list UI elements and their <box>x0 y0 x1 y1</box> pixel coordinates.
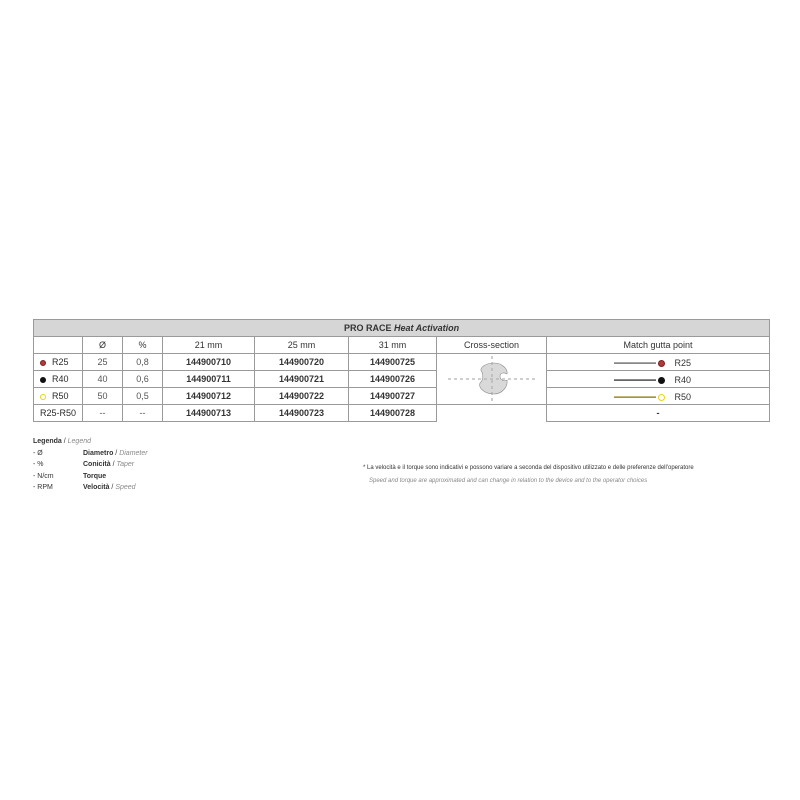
legend-key: - Ø <box>33 449 43 457</box>
diameter-cell: 40 <box>83 371 123 388</box>
gutta-cell <box>547 388 770 405</box>
gutta-label: R40 <box>674 375 692 385</box>
header-31mm: 31 mm <box>349 337 437 354</box>
legend-item: - Ø Diametro / Diameter <box>33 448 148 460</box>
legend-text-it: Conicità <box>83 461 111 469</box>
code-25mm: 144900722 <box>255 388 349 405</box>
gutta-cell <box>547 371 770 388</box>
code-25mm: 144900721 <box>255 371 349 388</box>
table-title-main: PRO RACE <box>343 323 392 333</box>
header-diameter: Ø <box>83 337 123 354</box>
size-label: R40 <box>52 374 69 384</box>
legend-item: - % Conicità / Taper <box>33 459 148 471</box>
legend-text-it: Torque <box>83 472 107 480</box>
legend-item: - RPM Velocità / Speed <box>33 482 148 494</box>
legend-text-en: Speed <box>115 484 136 492</box>
footnote <box>363 462 694 488</box>
code-25mm: 144900720 <box>255 354 349 371</box>
header-cross-section: Cross-section <box>437 337 547 354</box>
size-cell <box>34 371 83 388</box>
gutta-color-dot-icon <box>658 394 665 401</box>
code-31mm: 144900726 <box>349 371 437 388</box>
gutta-point-icon <box>614 396 656 398</box>
legend-text-it: Diametro <box>83 449 114 457</box>
legend-title: Legenda / Legend <box>33 438 91 445</box>
cross-section-empty <box>437 405 547 422</box>
table-row <box>34 388 770 405</box>
diameter-cell: 50 <box>83 388 123 405</box>
table-row <box>34 371 770 388</box>
legend-text-en: Taper <box>116 461 135 469</box>
code-21mm: 144900711 <box>163 371 255 388</box>
code-21mm: 144900712 <box>163 388 255 405</box>
code-31mm: 144900728 <box>349 405 437 422</box>
code-25mm: 144900723 <box>255 405 349 422</box>
size-cell <box>34 354 83 371</box>
size-cell <box>34 405 83 422</box>
legend-text-en: Diameter <box>119 449 148 457</box>
gutta-label: R50 <box>674 392 692 402</box>
gutta-color-dot-icon <box>658 377 665 384</box>
gutta-point-icon <box>614 362 656 364</box>
size-color-dot-icon <box>40 360 46 366</box>
code-31mm: 144900725 <box>349 354 437 371</box>
header-taper: % <box>123 337 163 354</box>
product-spec-table <box>33 319 770 422</box>
size-color-dot-icon <box>40 377 46 383</box>
size-label: R50 <box>52 391 69 401</box>
cross-section-icon <box>442 354 542 404</box>
footnote-it: * La velocità e il torque sono indicativi e possono variare a seconda del dispositivo utilizzato e delle preferenze dell'operatore <box>363 465 694 471</box>
legend-title-en: Legend <box>67 438 91 445</box>
gutta-point-icon <box>614 379 656 381</box>
size-label: R25-R50 <box>39 408 77 418</box>
header-25mm: 25 mm <box>255 337 349 354</box>
legend-key: - RPM <box>33 484 53 492</box>
size-color-dot-icon <box>40 394 46 400</box>
header-21mm: 21 mm <box>163 337 255 354</box>
taper-cell: -- <box>123 405 163 422</box>
legend-key: - % <box>33 461 44 469</box>
code-31mm: 144900727 <box>349 388 437 405</box>
table-row <box>34 405 770 422</box>
taper-cell: 0,8 <box>123 354 163 371</box>
gutta-color-dot-icon <box>658 360 665 367</box>
code-21mm: 144900710 <box>163 354 255 371</box>
table-title <box>34 320 770 337</box>
taper-cell: 0,5 <box>123 388 163 405</box>
taper-cell: 0,6 <box>123 371 163 388</box>
table-row <box>34 354 770 371</box>
code-21mm: 144900713 <box>163 405 255 422</box>
footnote-en: Speed and torque are approximated and can change in relation to the device and to the operator choices <box>369 478 648 484</box>
legend-item <box>33 471 148 483</box>
header-match-gutta: Match gutta point <box>547 337 770 354</box>
size-label: R25 <box>52 357 69 367</box>
gutta-cell <box>547 354 770 371</box>
gutta-label: R25 <box>674 358 692 368</box>
legend-text-it: Velocità <box>83 484 110 492</box>
legend-key: - N/cm <box>33 472 54 480</box>
header-row <box>34 337 770 354</box>
size-cell <box>34 388 83 405</box>
diameter-cell: 25 <box>83 354 123 371</box>
legend <box>33 436 148 494</box>
legend-title-it: Legenda <box>33 438 62 445</box>
table-title-italic: Heat Activation <box>393 323 460 333</box>
gutta-cell: - <box>547 405 770 422</box>
header-size <box>34 337 83 354</box>
cross-section-cell <box>437 354 547 405</box>
diameter-cell: -- <box>83 405 123 422</box>
